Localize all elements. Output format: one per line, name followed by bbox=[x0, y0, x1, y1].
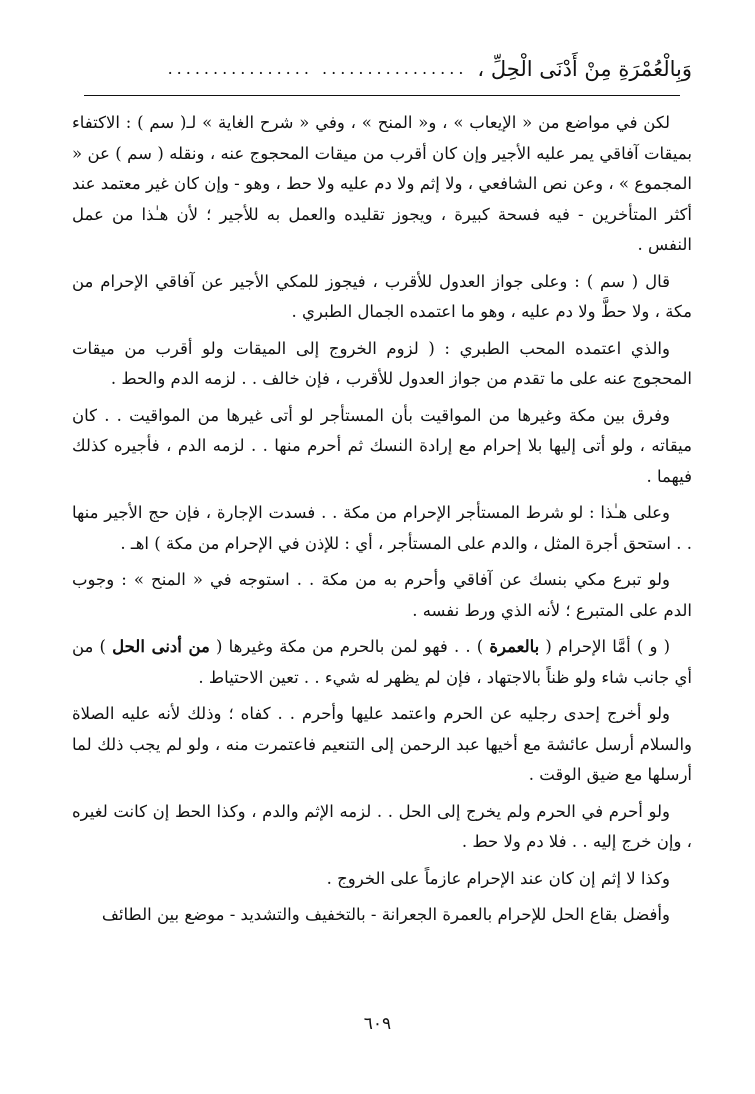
header-rule bbox=[84, 95, 680, 96]
paragraph: ولو أخرج إحدى رجليه عن الحرم واعتمد عليها وأحرم . . كفاه ؛ وذلك لأنه عليه الصلاة والسلام أرسل عائشة مع أخيها عبد الرحمن إلى التنعيم فاعتمرت منه ، ولو لم يجب ذلك لما أرسلها مع ضيق الوقت . bbox=[72, 704, 692, 784]
page-number: ٦٠٩ bbox=[363, 1014, 392, 1034]
umrah-keyword-adna-al-hil: من أدنى الحل bbox=[112, 637, 210, 656]
umrah-keyword-bil-umrah: بالعمرة bbox=[489, 637, 540, 656]
paragraph: وكذا لا إثم إن كان عند الإحرام عازماً على الخروج . bbox=[326, 868, 670, 888]
paragraph: وعلى هـٰذا : لو شرط المستأجر الإحرام من مكة . . فسدت الإجارة ، فإن حج الأجير منها . . استحق أجرة المثل ، والدم على المستأجر ، أي : للإذن في الإحرام من مكة ) اهـ . bbox=[72, 503, 692, 553]
paragraph: قال ( سم ) : وعلى جواز العدول للأقرب ، فيجوز للمكي الأجير عن آفاقي الإحرام من مكة ، ولا حطَّ ولا دم عليه ، وهو ما اعتمده الجمال الطبري . bbox=[72, 271, 692, 321]
header-title: وَبِالْعُمْرَةِ مِنْ أَدْنَى الْحِلِّ ، bbox=[477, 57, 692, 81]
umrah-text-1: ( و ) أمَّا الإحرام ( bbox=[539, 637, 671, 656]
paragraph: والذي اعتمده المحب الطبري : ( لزوم الخروج إلى الميقات ولو أقرب من ميقات المحجوج عنه على ما تقدم من جواز العدول للأقرب ، فإن خالف . . لزمه الدم والحط . bbox=[72, 338, 692, 388]
paragraph: لكن في مواضع من « الإيعاب » ، و« المنح » ، وفي « شرح الغاية » لـ( سم ) : الاكتفاء بميقات آفاقي يمر عليه الأجير وإن كان أقرب من ميقات المحجوج عنه ، ونقله ( سم ) عن « المجموع » ، وعن نص الشافعي ، ولا إثم ولا دم عليه ولا حط ، وهو - وإن كان غير معتمد عند أكثر المتأخرين - فيه فسحة كبيرة ، ويجوز تقليده والعمل به للأجير ؛ لأن هـٰذا من عمل النفس . bbox=[72, 113, 692, 254]
paragraph: ولو تبرع مكي بنسك عن آفاقي وأحرم به من مكة . . استوجه في « المنح » : وجوب الدم على المتبرع ؛ لأنه الذي ورط نفسه . bbox=[72, 570, 692, 620]
header-dots: ................ ................ bbox=[167, 59, 468, 78]
umrah-text-2: ) . . فهو لمن بالحرم من مكة وغيرها ( bbox=[209, 637, 490, 656]
text-body bbox=[72, 108, 692, 931]
paragraph-umrah bbox=[72, 632, 692, 693]
paragraph: ولو أحرم في الحرم ولم يخرج إلى الحل . . لزمه الإثم والدم ، وكذا الحط إن كانت لغيره ، وإن خرج إليه . . فلا دم ولا حط . bbox=[72, 801, 692, 851]
umrah-text-3: ) من أي جانب شاء ولو ظناً بالاجتهاد ، فإن لم يظهر له شيء . . تعين الاحتياط . bbox=[72, 637, 692, 687]
running-header bbox=[72, 52, 692, 86]
paragraph: وفرق بين مكة وغيرها من المواقيت بأن المستأجر لو أتى غيرها من المواقيت . . كان ميقاته ، ولو أتى إليها بلا إحرام مع إرادة النسك ثم أحرم منها . . لزمه الدم ، فأجيره كذلك فيهما . bbox=[72, 405, 692, 486]
paragraph: وأفضل بقاع الحل للإحرام بالعمرة الجعرانة - بالتخفيف والتشديد - موضع بين الطائف bbox=[101, 905, 670, 924]
